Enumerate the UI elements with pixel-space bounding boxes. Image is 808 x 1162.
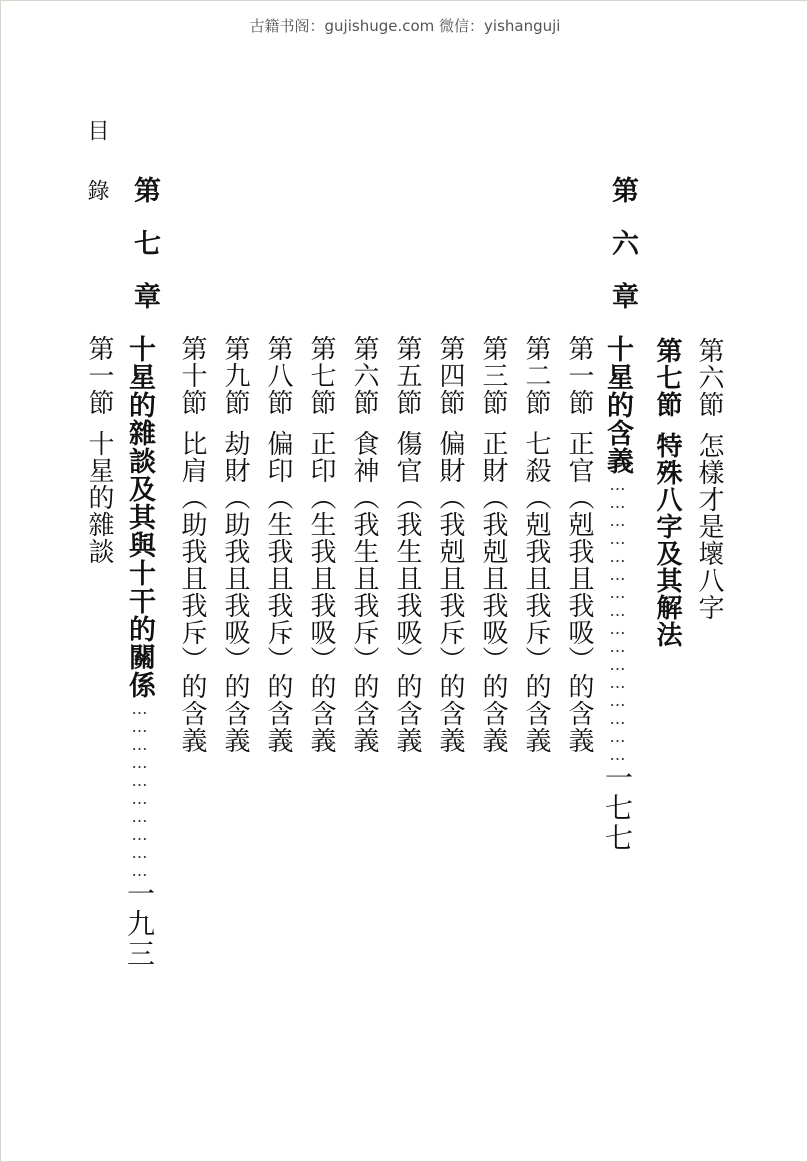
section-title: 七殺（剋我且我斥）的含義 bbox=[521, 430, 551, 754]
section-number: 第八節 bbox=[263, 335, 293, 416]
chapter-title: 十星的含義 bbox=[602, 335, 633, 475]
toc-entry-top-2[interactable] bbox=[649, 337, 686, 648]
chapter-7-entry[interactable] bbox=[125, 335, 159, 1135]
toc-entry[interactable] bbox=[81, 335, 118, 565]
section-title: 偏印（生我且我斥）的含義 bbox=[263, 430, 293, 754]
section-number: 第七節 bbox=[306, 335, 336, 416]
watermark: 古籍书阁：gujishuge.com 微信：yishanguji bbox=[249, 17, 561, 35]
chapter-title: 十星的雜談及其與十干的關係 bbox=[124, 335, 155, 699]
dot-leader: ………………………… bbox=[130, 699, 149, 879]
section-title: 食神（我生且我斥）的含義 bbox=[349, 430, 379, 754]
toc-entry[interactable] bbox=[561, 335, 598, 754]
section-number: 第二節 bbox=[521, 335, 551, 416]
toc-entry[interactable] bbox=[303, 335, 340, 754]
section-title: 正印（生我且我吸）的含義 bbox=[306, 430, 336, 754]
toc-entry[interactable] bbox=[174, 335, 211, 754]
toc-entry[interactable] bbox=[346, 335, 383, 754]
section-title: 偏財（我剋且我斥）的含義 bbox=[435, 430, 465, 754]
section-title: 正財（我剋且我吸）的含義 bbox=[478, 430, 508, 754]
page-number: 一七七 bbox=[601, 763, 634, 853]
section-title: 比肩（助我且我斥）的含義 bbox=[177, 430, 207, 754]
section-number: 第三節 bbox=[478, 335, 508, 416]
toc-header: 目錄 bbox=[84, 119, 109, 239]
section-number: 第九節 bbox=[220, 335, 250, 416]
chapter-6-entry[interactable] bbox=[603, 335, 637, 1135]
section-number: 第七節 bbox=[652, 337, 682, 418]
chapter-6-label: 第六章 bbox=[607, 176, 638, 335]
section-number: 第四節 bbox=[435, 335, 465, 416]
toc-entry[interactable] bbox=[475, 335, 512, 754]
section-number: 第五節 bbox=[392, 335, 422, 416]
chapter-7-label: 第七章 bbox=[129, 176, 160, 335]
toc-entry[interactable] bbox=[389, 335, 426, 754]
section-title: 怎樣才是壞八字 bbox=[694, 432, 724, 621]
toc-entry-top-1[interactable] bbox=[691, 337, 728, 621]
section-number: 第一節 bbox=[84, 335, 114, 416]
section-number: 第六節 bbox=[349, 335, 379, 416]
page-number: 一九三 bbox=[123, 879, 156, 969]
toc-entry[interactable] bbox=[432, 335, 469, 754]
dot-leader: ………………………………………… bbox=[608, 475, 627, 763]
section-title: 十星的雜談 bbox=[84, 430, 114, 565]
section-title: 傷官（我生且我吸）的含義 bbox=[392, 430, 422, 754]
section-title: 正官（剋我且我吸）的含義 bbox=[564, 430, 594, 754]
section-number: 第一節 bbox=[564, 335, 594, 416]
section-title: 劫財（助我且我吸）的含義 bbox=[220, 430, 250, 754]
toc-entry[interactable] bbox=[518, 335, 555, 754]
section-number: 第十節 bbox=[177, 335, 207, 416]
toc-entry[interactable] bbox=[260, 335, 297, 754]
section-title: 特殊八字及其解法 bbox=[652, 432, 682, 648]
section-number: 第六節 bbox=[694, 337, 724, 418]
toc-entry[interactable] bbox=[217, 335, 254, 754]
